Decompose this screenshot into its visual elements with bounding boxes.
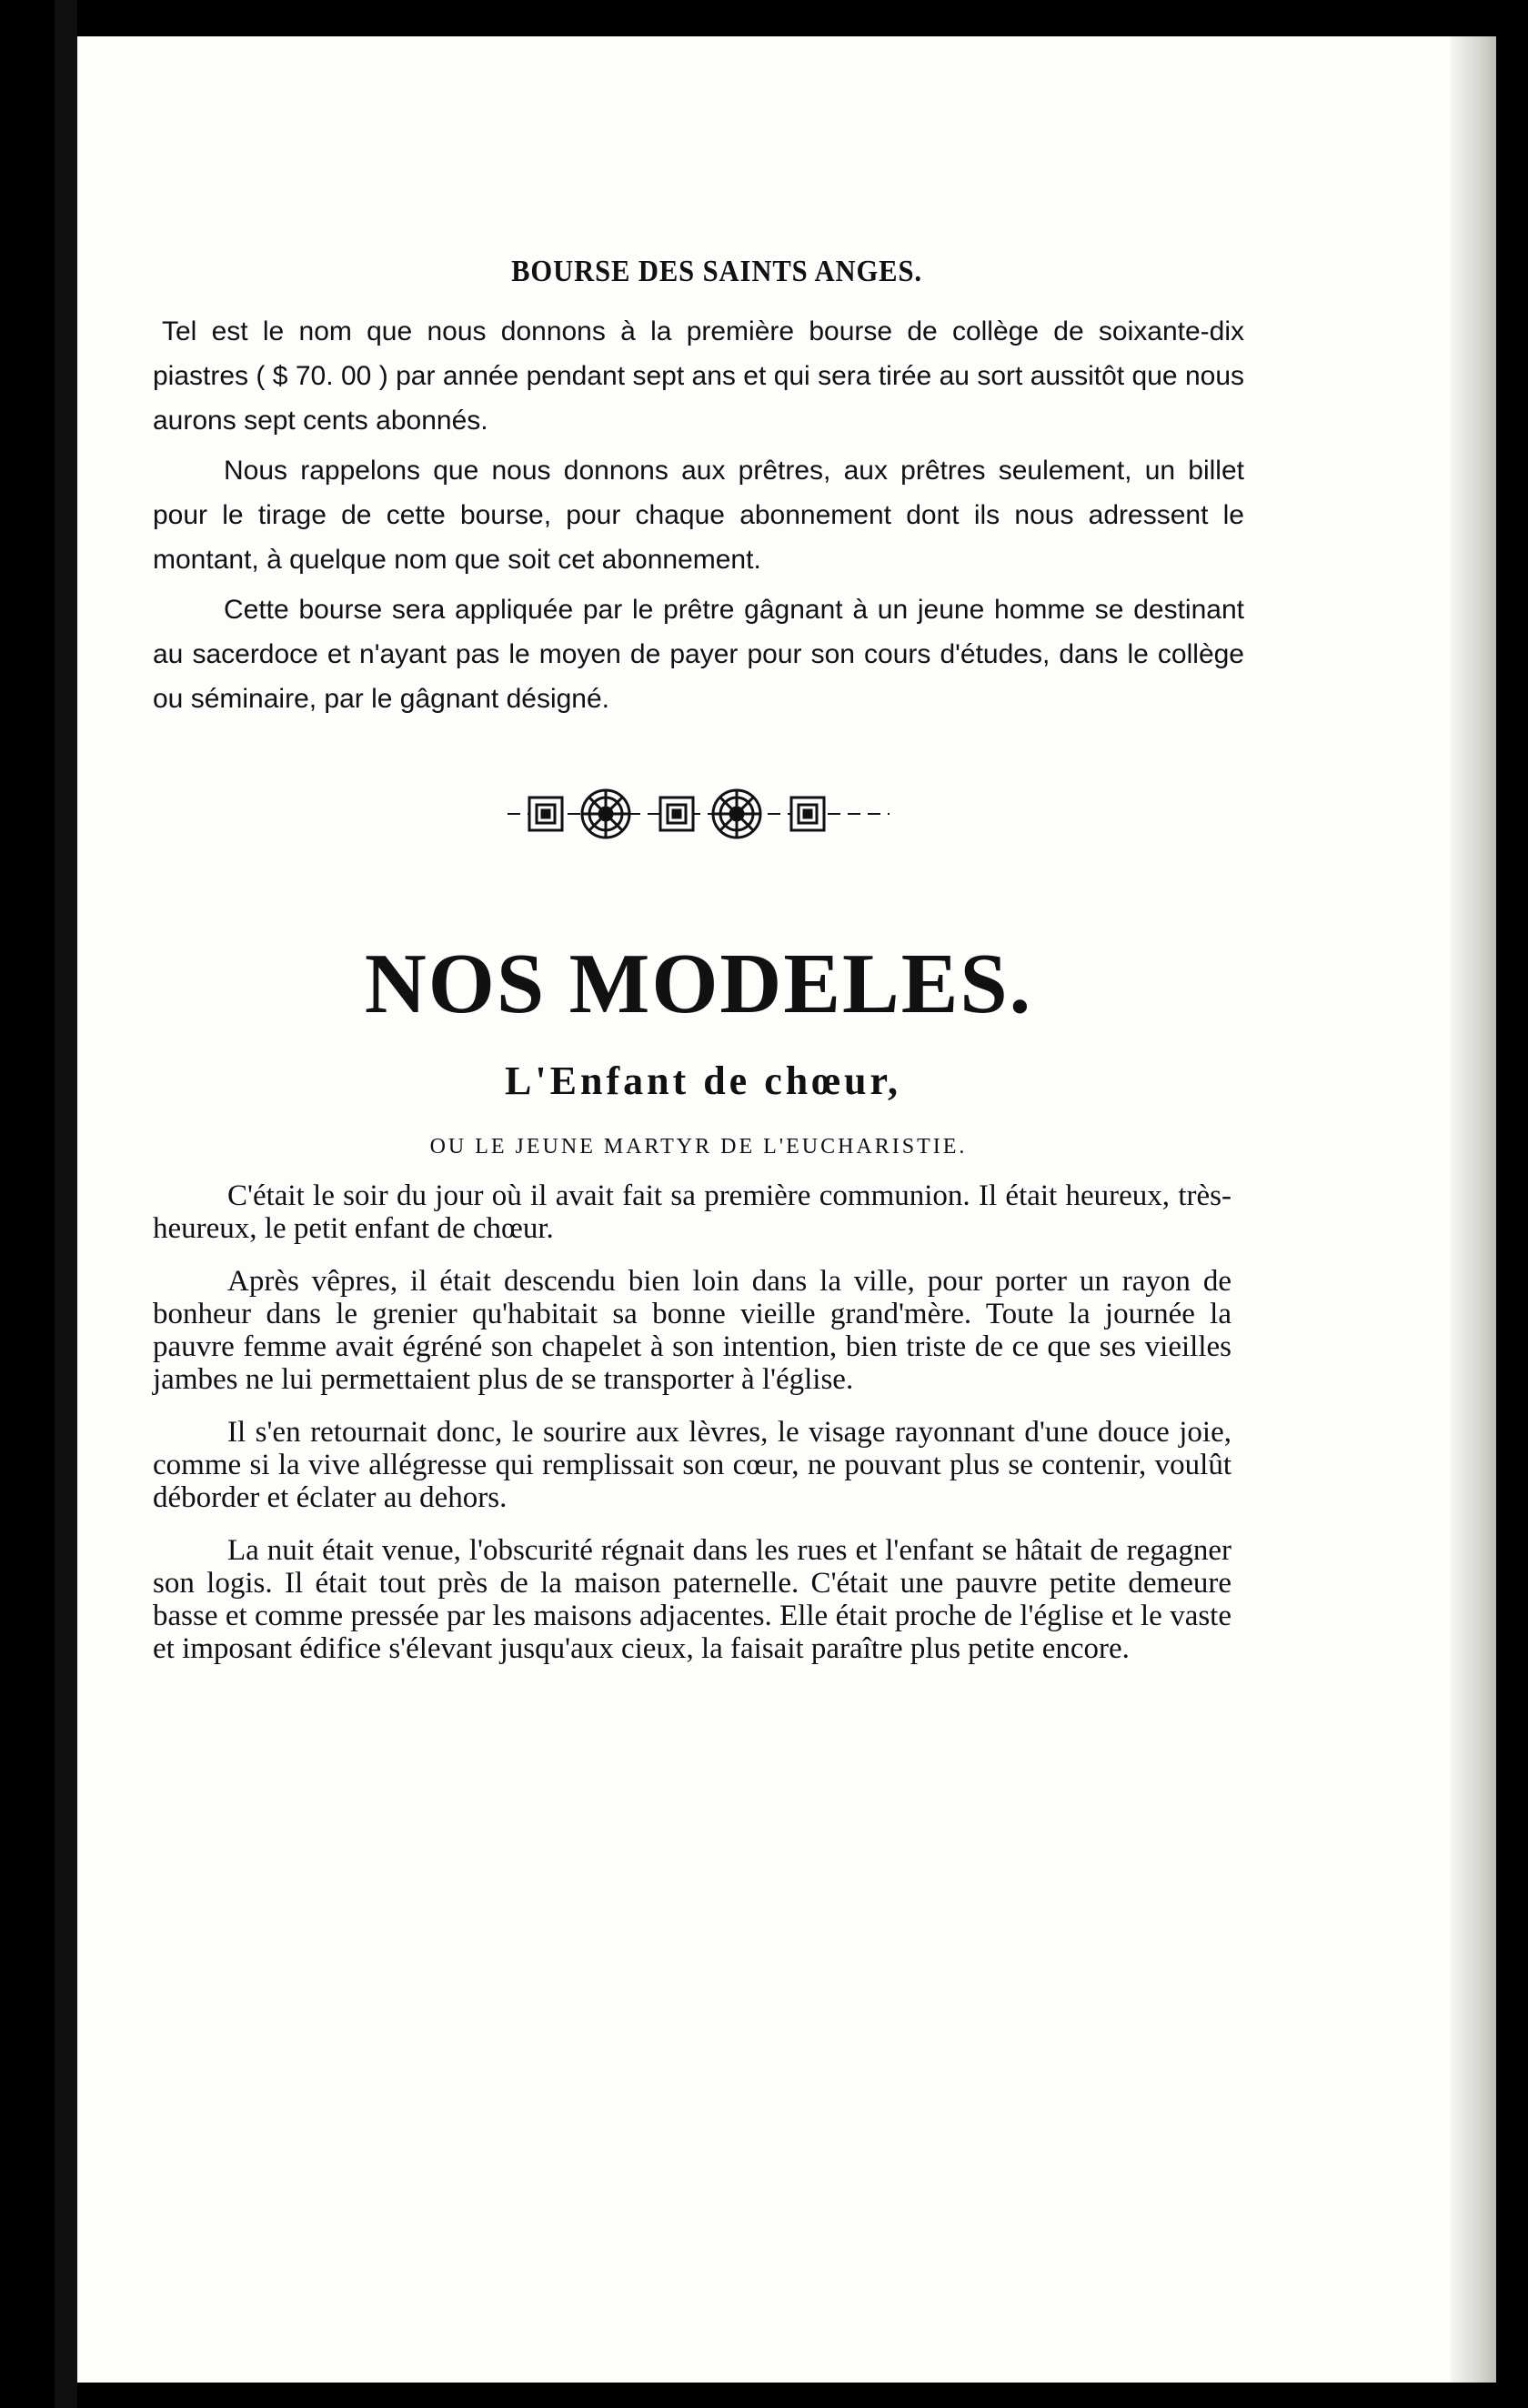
scan-left-edge [55,0,77,2408]
nos-modeles-title: NOS MODELES. [364,937,1033,1031]
page-content [153,255,1244,1685]
story-paragraph-2: Après vêpres, il était descendu bien loin dans la ville, pour porter un rayon de bonheur dans le grenier qu'habitait sa bonne vieille grand'mère. Toute la journée la pauvre femme avait égréné son chapelet à son intention, bien triste de ce que ses vieilles jambes ne lui permettaient plus de se transporter à l'église. [153,1265,1231,1396]
bourse-paragraph-2: Nous rappelons que nous donnons aux prêtres, aux prêtres seulement, un billet pour le tirage de cette bourse, pour chaque abonnement dont ils nous adressent le montant, à quelque nom que soit cet abonnement. [153,456,1244,575]
decorative-ornament-divider [153,779,1244,848]
martyr-subtitle: OU LE JEUNE MARTYR DE L'EUCHARISTIE. [429,1135,968,1159]
bourse-title: BOURSE DES SAINTS ANGES. [511,255,922,288]
bourse-paragraph-1: Tel est le nom que nous donnons à la première bourse de collège de soixante-dix piastres ( $ 70. 00 ) par année pendant sept ans et qui sera tirée au sort aussitôt que nous aurons sept cents abonnés. [153,316,1244,436]
ornament-icon [508,779,890,848]
story-paragraph-4: La nuit était venue, l'obscurité régnait dans les rues et l'enfant se hâtait de regagner son logis. Il était tout près de la maison paternelle. C'était une pauvre petite demeure basse et comme pressée par les maisons adjacentes. Elle était proche de l'église et le vaste et imposant édifice s'élevant jusqu'aux cieux, la faisait paraître plus petite encore. [153,1534,1231,1665]
enfant-de-choeur-subtitle: L'Enfant de chœur, [505,1059,901,1103]
story-paragraph-3: Il s'en retournait donc, le sourire aux lèvres, le visage rayonnant d'une douce joie, comme si la vive allégresse qui remplissait son cœur, ne pouvant plus se contenir, voulût déborder et éclater au dehors. [153,1416,1231,1514]
bourse-paragraph-3: Cette bourse sera appliquée par le prêtre gâgnant à un jeune homme se destinant au sacerdoce et n'ayant pas le moyen de payer pour son cours d'études, dans le collège ou séminaire, par le gâgnant désigné. [153,595,1244,714]
page-right-shadow [1451,36,1496,2383]
story-paragraph-1: C'était le soir du jour où il avait fait sa première communion. Il était heureux, très-heureux, le petit enfant de chœur. [153,1179,1231,1245]
